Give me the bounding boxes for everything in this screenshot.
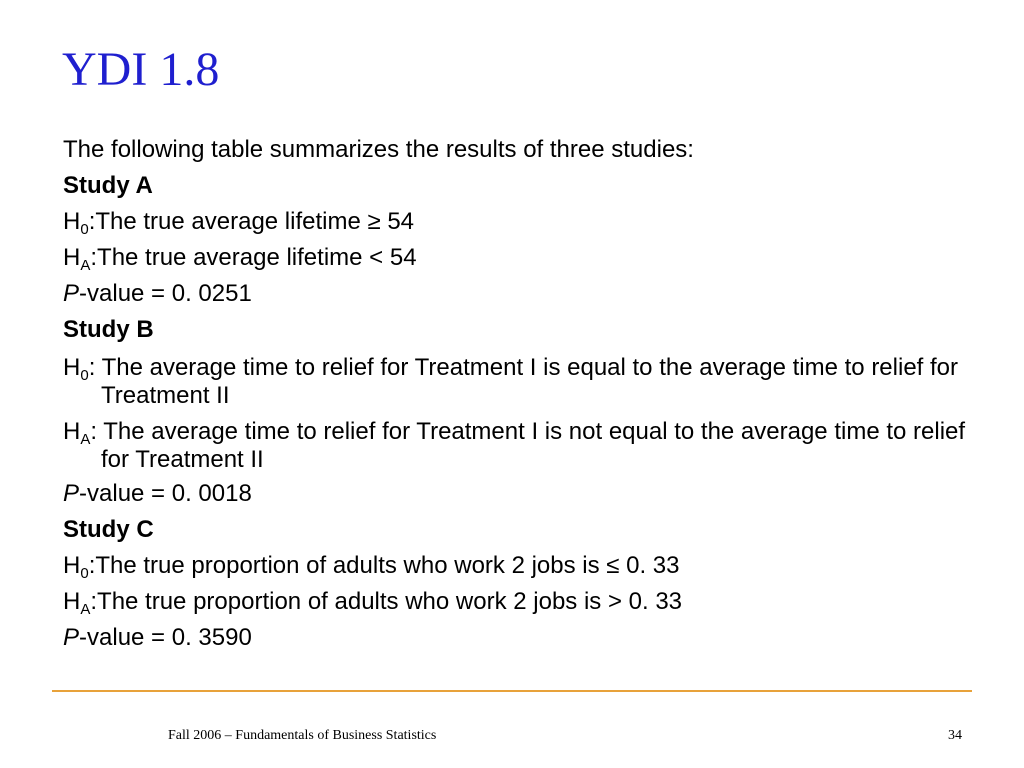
study-c-alt-hypothesis [63, 590, 983, 626]
intro-text: The following table summarizes the results of three studies: [63, 136, 694, 163]
p-value-text: -value = 0. 0251 [79, 280, 252, 307]
subscript: 0 [80, 565, 89, 582]
footer-text: Fall 2006 – Fundamentals of Business Statistics [168, 728, 437, 743]
study-a-p-value [63, 282, 983, 318]
footer-divider [52, 690, 972, 692]
study-a-heading: Study A [63, 172, 153, 199]
subscript: 0 [80, 367, 89, 384]
page-number: 34 [948, 728, 962, 743]
study-c-heading: Study C [63, 516, 154, 543]
subscript: A [80, 257, 91, 274]
slide-body [63, 138, 983, 662]
study-a-null-hypothesis [63, 210, 983, 246]
subscript: A [80, 431, 91, 448]
h-label: H [63, 244, 81, 271]
h-label: H [63, 552, 81, 579]
study-c-null-hypothesis [63, 554, 983, 590]
study-b-p-value [63, 482, 983, 518]
study-c-p-value [63, 626, 983, 662]
hypothesis-text: : The average time to relief for Treatment I is equal to the average time to relief for Treatment II [88, 354, 959, 409]
hypothesis-text: :The true average lifetime < 54 [90, 244, 417, 271]
hypothesis-text: : The average time to relief for Treatment I is not equal to the average time to relief for Treatment II [90, 418, 966, 473]
hypothesis-text: :The true average lifetime ≥ 54 [88, 208, 415, 235]
study-a-alt-hypothesis [63, 246, 983, 282]
study-b-null-hypothesis [63, 354, 983, 418]
subscript: 0 [80, 221, 89, 238]
study-b-alt-hypothesis [63, 418, 983, 482]
p-label: P [63, 280, 80, 307]
h-label: H [63, 588, 81, 615]
subscript: A [80, 601, 91, 618]
h-label: H [63, 208, 81, 235]
h-label: H [63, 354, 81, 381]
p-label: P [63, 480, 80, 507]
study-b-heading: Study B [63, 316, 154, 343]
p-value-text: -value = 0. 0018 [79, 480, 252, 507]
hypothesis-text: :The true proportion of adults who work 2 jobs is > 0. 33 [90, 588, 683, 615]
p-value-text: -value = 0. 3590 [79, 624, 252, 651]
p-label: P [63, 624, 80, 651]
slide-title: YDI 1.8 [62, 43, 220, 96]
hypothesis-text: :The true proportion of adults who work 2 jobs is ≤ 0. 33 [88, 552, 680, 579]
h-label: H [63, 418, 81, 445]
